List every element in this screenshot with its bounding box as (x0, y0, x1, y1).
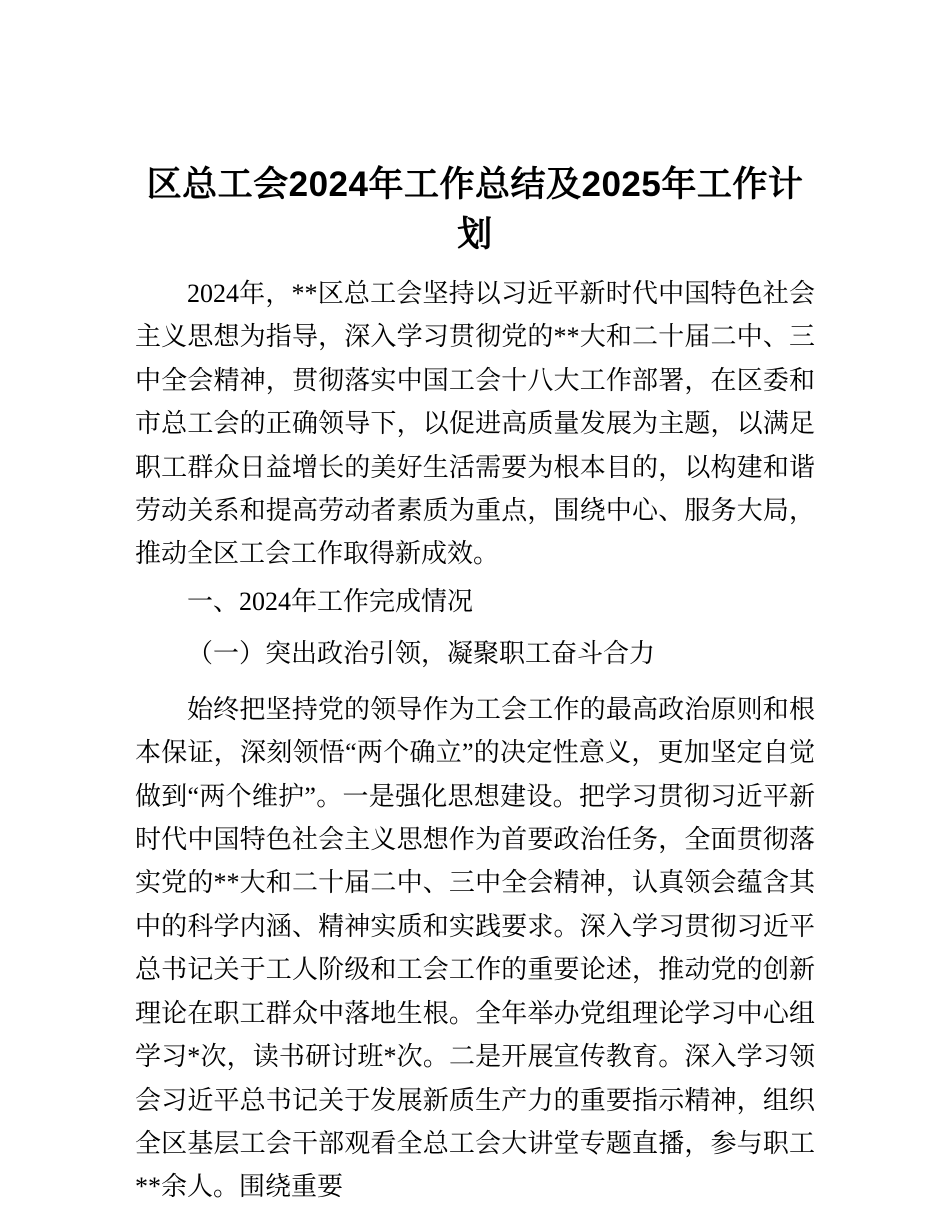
document-content (0, 160, 950, 1209)
intro-paragraph: 2024年，**区总工会坚持以习近平新时代中国特色社会主义思想为指导，深入学习贯彻党的**大和二十届二中、三中全会精神，贯彻落实中国工会十八大工作部署，在区委和市总工会的正确领导下，以促进高质量发展为主题，以满足职工群众日益增长的美好生活需要为根本目的，以构建和谐劳动关系和提高劳动者素质为重点，围绕中心、服务大局，推动全区工会工作取得新成效。 (135, 279, 815, 569)
subsection-1-body-paragraph: 始终把坚持党的领导作为工会工作的最高政治原则和根本保证，深刻领悟“两个确立”的决定性意义，更加坚定自觉做到“两个维护”。一是强化思想建设。把学习贯彻习近平新时代中国特色社会主义思想作为首要政治任务，全面贯彻落实党的**大和二十届二中、三中全会精神，认真领会蕴含其中的科学内涵、精神实质和实践要求。深入学习贯彻习近平总书记关于工人阶级和工会工作的重要论述，推动党的创新理论在职工群众中落地生根。全年举办党组理论学习中心组学习*次，读书研讨班*次。二是开展宣传教育。深入学习领会习近平总书记关于发展新质生产力的重要指示精神，组织全区基层工会干部观看全总工会大讲堂专题直播，参与职工**余人。围绕重要 (135, 694, 815, 1202)
subsection-1-heading: （一）突出政治引领，凝聚职工奋斗合力 (187, 638, 656, 668)
document-title: 区总工会2024年工作总结及2025年工作计划 (146, 165, 804, 254)
section-1-heading: 一、2024年工作完成情况 (187, 586, 474, 616)
